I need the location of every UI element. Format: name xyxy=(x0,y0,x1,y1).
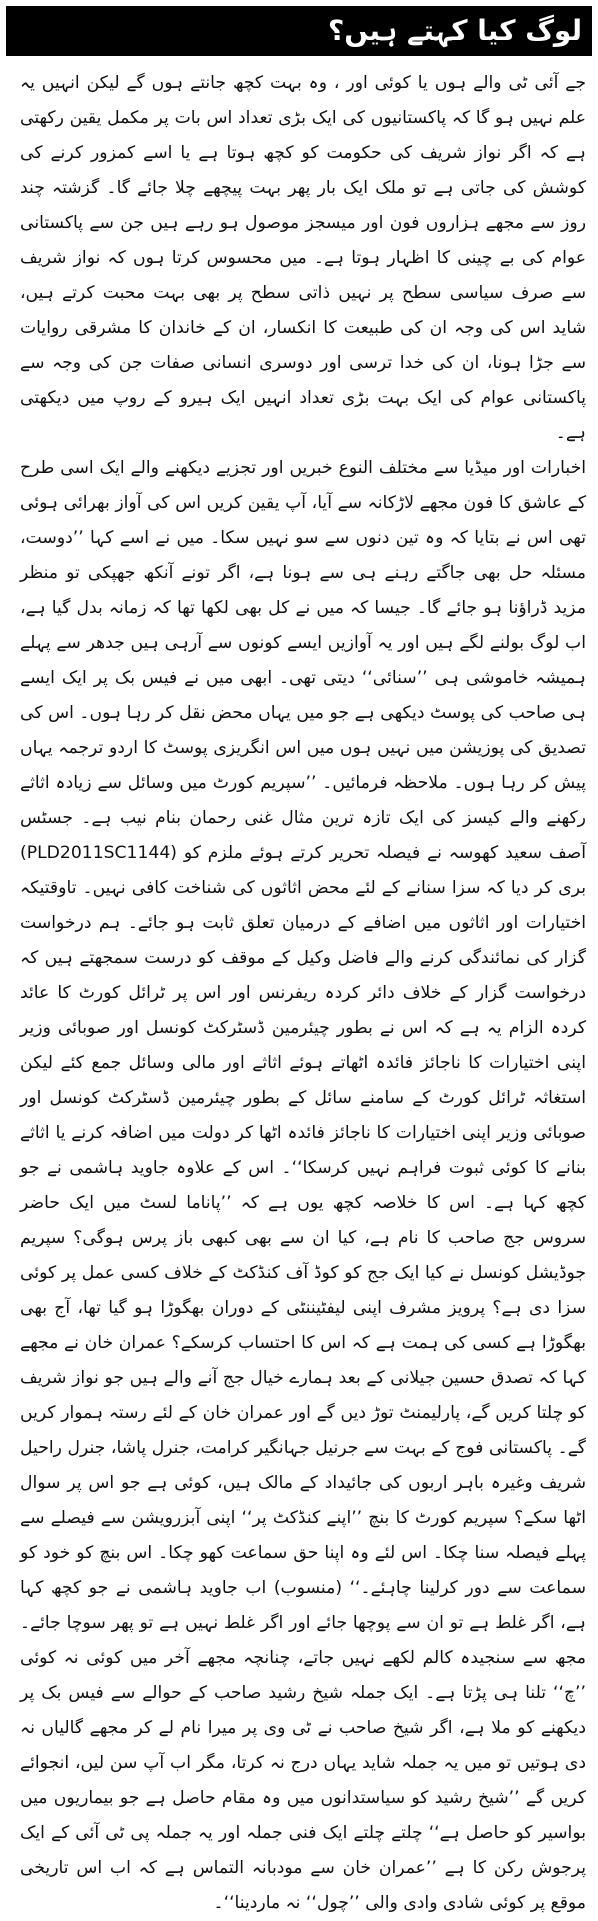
article-body xyxy=(6,66,592,1921)
article-paragraph: اخبارات اور میڈیا سے مختلف النوع خبریں اور تجزیے دیکھنے والے ایک اسی طرح کے عاشق کا فون مجھے لاڑکانہ سے آیا، آپ یقین کریں اس کی آواز بھرائی ہوئی تھی اس نے بتایا کہ وہ تین دنوں سے سو نہیں سکا۔ میں نے اسے کہا ’’دوست، مسئلہ حل بھی جاگتے رہنے ہی سے ہونا ہے، اگر تونے آنکھ جھپکی تو منظر مزید ڈراؤنا ہو جائے گا۔ جیسا کہ میں نے کل بھی لکھا تھا کہ زمانہ بدل گیا ہے، اب لوگ بولنے لگے ہیں اور یہ آوازیں ایسے کونوں سے آرہی ہیں جدھر سے پہلے ہمیشہ خاموشی ہی ’’سنائی‘‘ دیتی تھی۔ ابھی میں نے فیس بک پر ایک ایسے ہی صاحب کی پوسٹ دیکھی ہے جو میں یہاں محض نقل کر رہا ہوں۔ اس کی تصدیق کی پوزیشن میں نہیں ہوں میں اس انگریزی پوسٹ کا اردو ترجمہ یہاں پیش کر رہا ہوں۔ ملاحظہ فرمائیں۔ ’’سپریم کورٹ میں وسائل سے زیادہ اثاثے رکھنے والے کیسز کی ایک تازہ ترین مثال غنی رحمان بنام نیب ہے۔ جسٹس آصف سعید کھوسہ نے فیصلہ تحریر کرتے ہوئے ملزم کو (PLD2011SC1144) بری کر دیا کہ سزا سنانے کے لئے محض اثاثوں کی شناخت کافی نہیں۔ تاوقتیکہ اختیارات اور اثاثوں میں اضافے کے درمیان تعلق ثابت ہو جائے۔ ہم درخواست گزار کی نمائندگی کرنے والے فاضل وکیل کے موقف کو درست سمجھتے ہیں کہ درخواست گزار کے خلاف دائر کردہ ریفرنس اور اس پر ٹرائل کورٹ کا عائد کردہ الزام یہ ہے کہ اس نے بطور چیئرمین ڈسٹرکٹ کونسل اور صوبائی وزیر اپنی اختیارات کا ناجائز فائدہ اٹھاتے ہوئے اثاثے اور مالی وسائل جمع کئے لیکن استغاثہ ٹرائل کورٹ کے سامنے سائل کے بطور چیئرمین ڈسٹرکٹ کونسل اور صوبائی وزیر اپنی اختیارات کا ناجائز فائدہ اٹھا کر دولت میں اضافہ کرنے یا اثاثے بنانے کا کوئی ثبوت فراہم نہیں کرسکا‘‘۔ اس کے علاوہ جاوید ہاشمی نے جو کچھ کہا ہے۔ اس کا خلاصہ کچھ یوں ہے کہ ’’پاناما لسٹ میں ایک حاضر سروس جج صاحب کا نام ہے، کیا ان سے بھی کبھی باز پرس ہوگی؟ سپریم جوڈیشل کونسل نے کیا ایک جج کو کوڈ آف کنڈکٹ کے خلاف کسی عمل پر کوئی سزا دی ہے؟ پرویز مشرف اپنی لیفٹیننٹی کے دوران بھگوڑا ہو گیا تھا، آج بھی بھگوڑا ہے کسی کی ہمت ہے کہ اس کا احتساب کرسکے؟ عمران خان نے مجھے کہا کہ تصدق حسین جیلانی کے بعد ہمارے خیال جج آنے والے ہیں جو نواز شریف کو چلتا کریں گے، پارلیمنٹ توڑ دیں گے اور عمران خان کے لئے رستہ ہموار کریں گے۔ پاکستانی فوج کے بہت سے جرنیل جہانگیر کرامت، جنرل پاشا، جنرل راحیل شریف وغیرہ باہر اربوں کی جائیداد کے مالک ہیں، کوئی ہے جو اس پر سوال اٹھا سکے؟ سپریم کورٹ کا بنچ ’’اپنے کنڈکٹ پر‘‘ اپنی آبزرویشن سے فیصلے سے پہلے فیصلہ سنا چکا۔ اس لئے وہ اپنا حق سماعت کھو چکا۔ اس بنچ کو خود کو سماعت سے دور کرلینا چاہئے۔‘‘ (منسوب) اب جاوید ہاشمی نے جو کچھ کہا ہے، اگر غلط ہے تو ان سے پوچھا جائے اور اگر غلط نہیں ہے تو پھر سوچا جائے۔ مجھ سے سنجیدہ کالم لکھے نہیں جاتے، چنانچہ مجھے آخر میں کوئی نہ کوئی ’’چ‘‘ تلنا ہی پڑتا ہے۔ ایک جملہ شیخ رشید صاحب کے حوالے سے فیس بک پر دیکھنے کو ملا ہے، اگر شیخ صاحب نے ٹی وی پر میرا نام لے کر مجھے گالیاں نہ دی ہوتیں تو میں یہ جملہ شاید یہاں درج نہ کرتا، مگر اب آپ سن لیں، انجوائے کریں گے ’’شیخ رشید کو سیاستدانوں میں وہ مقام حاصل ہے جو بیماریوں میں بواسیر کو حاصل ہے‘‘ چلتے چلتے ایک فنی جملہ اور یہ جملہ پی ٹی آئی کے ایک پرجوش رکن کا ہے ’’عمران خان سے مودبانہ التماس ہے کہ اب اس تاریخی موقع پر کوئی شادی وادی والی ’’چول‘‘ نہ ماردینا‘‘۔ xyxy=(20,458,586,1913)
column-title: لوگ کیا کہتے ہیں؟ xyxy=(327,14,582,47)
article-paragraph: جے آئی ٹی والے ہوں یا کوئی اور ، وہ بہت کچھ جانتے ہوں گے لیکن انہیں یہ علم نہیں ہو گا کہ پاکستانیوں کی ایک بڑی تعداد اس بات پر مکمل یقین رکھتی ہے کہ اگر نواز شریف کی حکومت کو کچھ ہوتا ہے یا اسے کمزور کرنے کی کوشش کی جاتی ہے تو ملک ایک بار پھر بہت پیچھے چلا جائے گا۔ گزشتہ چند روز سے مجھے ہزاروں فون اور میسجز موصول ہو رہے ہیں جن سے پاکستانی عوام کی بے چینی کا اظہار ہوتا ہے۔ میں محسوس کرتا ہوں کہ نواز شریف سے صرف سیاسی سطح پر نہیں ذاتی سطح پر بھی بہت محبت کرتے ہیں، شاید اس کی وجہ ان کی طبیعت کا انکسار، ان کے خاندان کا مشرقی روایات سے جڑا ہونا، ان کی خدا ترسی اور دوسری انسانی صفات جن کی وجہ سے پاکستانی عوام کی ایک بہت بڑی تعداد انہیں ایک ہیرو کے روپ میں دیکھتی ہے۔ xyxy=(20,73,586,443)
header-bar xyxy=(6,6,592,56)
